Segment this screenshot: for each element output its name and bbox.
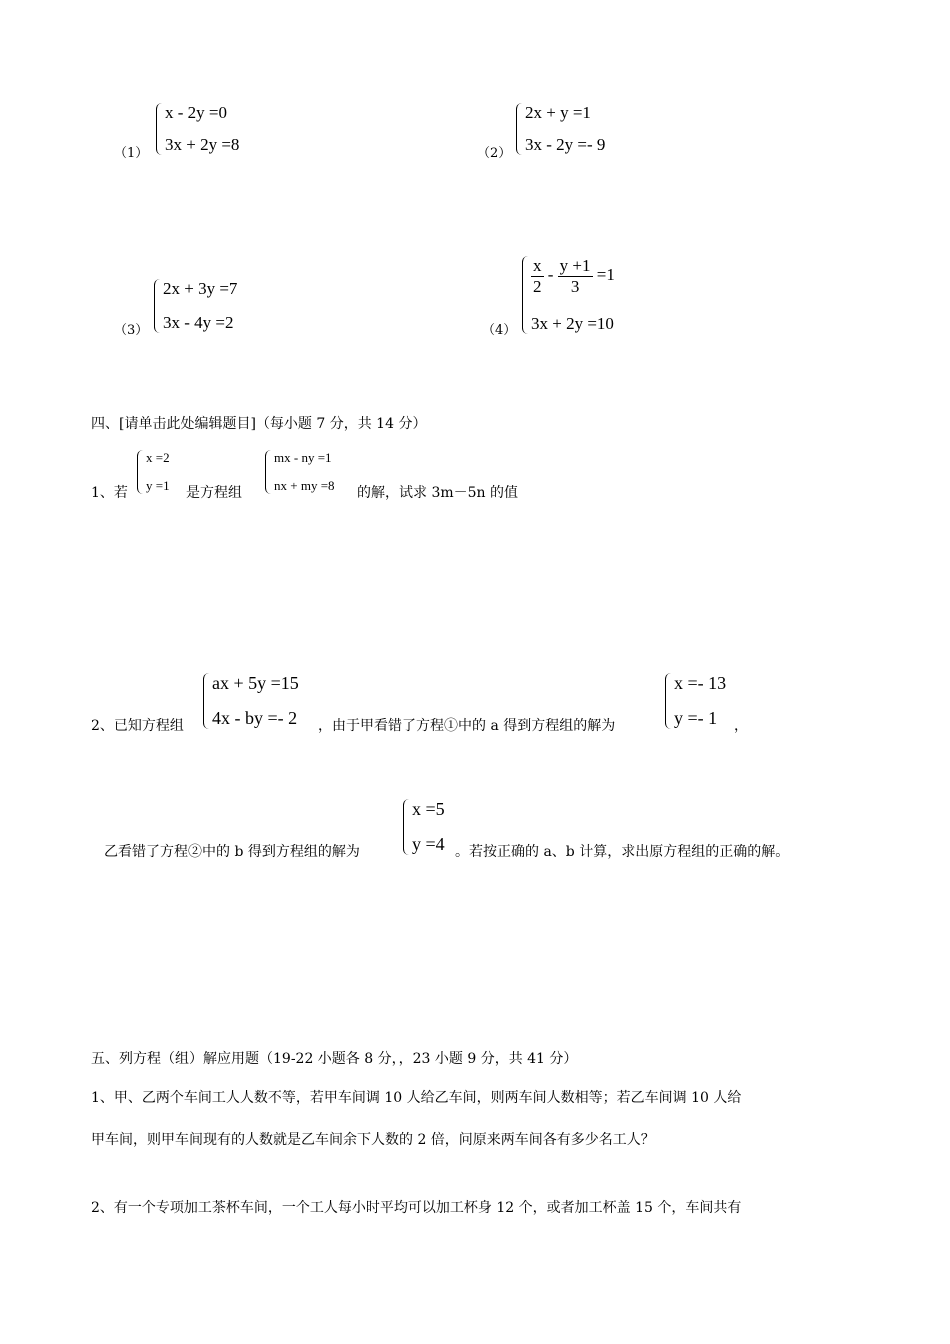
- problem-2-label: （2）: [477, 146, 512, 161]
- brace: [665, 673, 671, 729]
- q1-solution: [137, 450, 170, 494]
- s5-q1-line2: 甲车间，则甲车间现有的人数就是乙车间余下人数的 2 倍，问原来两车间各有多少名工人？: [91, 1132, 655, 1148]
- q2-solution-1: [665, 673, 726, 729]
- problem-3-label: （3）: [114, 323, 149, 338]
- q2-system: [203, 673, 299, 729]
- q1-suffix: 的解，试求 3m－5n 的值: [357, 485, 519, 501]
- problem-4-label: （4）: [482, 323, 517, 338]
- q1-system: [265, 450, 335, 494]
- brace: [522, 256, 528, 334]
- q2-prefix: 2、已知方程组: [91, 718, 184, 734]
- q2-middle: ，由于甲看错了方程①中的 a 得到方程组的解为: [318, 718, 616, 734]
- problem-2-system: [516, 103, 605, 155]
- equation: 3x - 2y =- 9: [525, 135, 606, 154]
- q2-line2-suffix: 。若按正确的 a、b 计算，求出原方程组的正确的解。: [455, 844, 790, 860]
- brace: [154, 279, 160, 333]
- brace: [403, 799, 409, 855]
- brace: [265, 450, 271, 494]
- section-5-heading: 五、列方程（组）解应用题（19-22 小题各 8 分，，23 小题 9 分，共 41 分）: [91, 1051, 578, 1067]
- equation: x =2: [146, 450, 170, 465]
- brace: [156, 103, 162, 155]
- equation: x - 2y =0: [165, 103, 227, 122]
- brace: [137, 450, 143, 494]
- equation: nx + my =8: [274, 478, 335, 493]
- equation: 3x + 2y =8: [165, 135, 240, 154]
- equation: 3x + 2y =10: [531, 314, 614, 333]
- equation: y =1: [146, 478, 170, 493]
- q2-comma: ，: [734, 718, 748, 734]
- s5-q1-line1: 1、甲、乙两个车间工人人数不等，若甲车间调 10 人给乙车间，则两车间人数相等；若乙车间调 10 人给: [91, 1090, 742, 1106]
- equation: y =- 1: [674, 708, 718, 728]
- section-4-heading[interactable]: 四、[请单击此处编辑题目]（每小题 7 分，共 14 分）: [91, 416, 427, 432]
- problem-3-system: [154, 279, 237, 333]
- fraction-equation: $\frac{x}{2}$ - $\frac{y +1}{3}$ =1: [533, 256, 615, 296]
- equation: 3x - 4y =2: [163, 313, 234, 332]
- problem-1-system: [156, 103, 239, 155]
- q2-solution-2: [403, 799, 445, 855]
- equation: ax + 5y =15: [212, 673, 299, 693]
- equation: 2x + 3y =7: [163, 279, 238, 298]
- equation: y =4: [412, 834, 445, 854]
- equation: x =- 13: [674, 673, 727, 693]
- fraction: $\frac{y +1}{3}$: [559, 256, 591, 296]
- equation: 4x - by =- 2: [212, 708, 298, 728]
- q1-middle: 是方程组: [186, 485, 242, 501]
- brace: [203, 673, 209, 729]
- equation: 2x + y =1: [525, 103, 591, 122]
- equation: x =5: [412, 799, 445, 819]
- s5-q2-line1: 2、有一个专项加工茶杯车间，一个工人每小时平均可以加工杯身 12 个，或者加工杯盖 15 个，车间共有: [91, 1200, 742, 1216]
- q2-line2-prefix: 乙看错了方程②中的 b 得到方程组的解为: [104, 844, 360, 860]
- brace: [516, 103, 522, 155]
- problem-4-system: [522, 256, 615, 334]
- equation: mx - ny =1: [274, 450, 332, 465]
- problem-1-label: （1）: [114, 146, 149, 161]
- q1-prefix: 1、若: [91, 485, 128, 501]
- fraction: $\frac{x}{2}$: [533, 256, 542, 296]
